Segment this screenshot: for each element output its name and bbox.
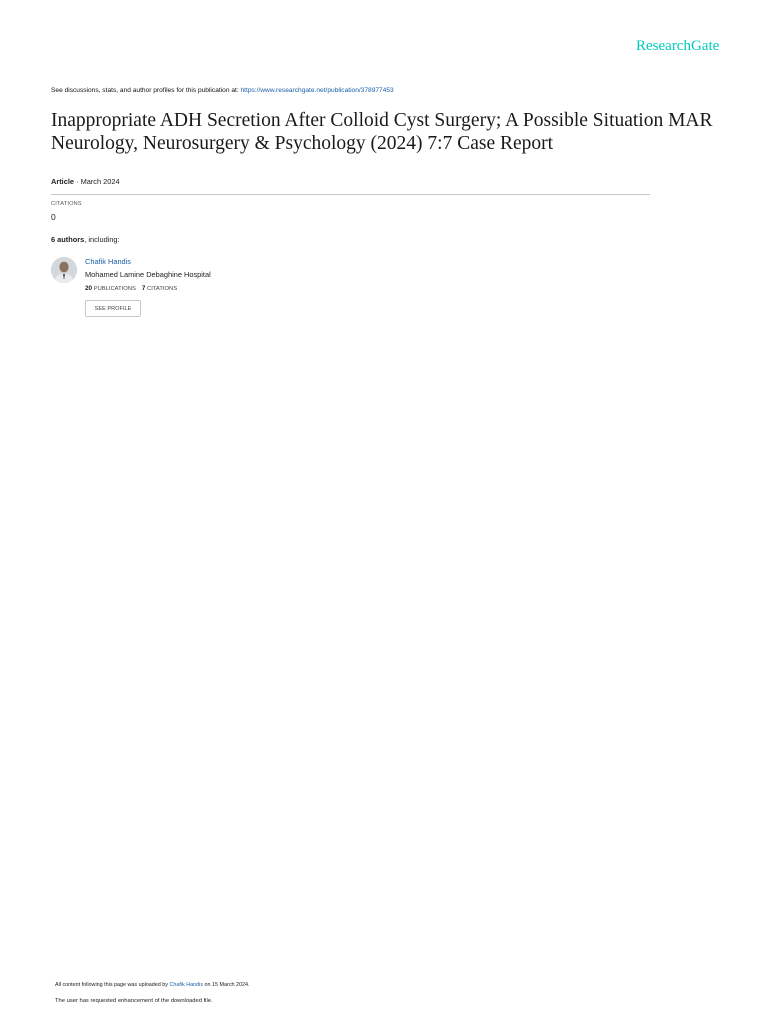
author-publications-label: PUBLICATIONS <box>93 286 136 292</box>
author-photo-icon <box>51 257 77 283</box>
publication-link[interactable]: https://www.researchgate.net/publication/378977453 <box>240 87 394 94</box>
researchgate-logo[interactable]: ResearchGate <box>636 38 720 54</box>
upload-prefix: All content following this page was uploaded by <box>55 982 170 988</box>
author-institution: Mohamed Lamine Debaghine Hospital <box>85 270 211 279</box>
publication-type: Article <box>51 177 75 186</box>
publication-date: · March 2024 <box>74 177 120 186</box>
author-name-link[interactable]: Chafik Handis <box>85 257 132 266</box>
uploader-link[interactable]: Chafik Handis <box>169 982 204 988</box>
upload-note <box>55 982 250 988</box>
discussion-text: See discussions, stats, and author profiles for this publication at: <box>51 87 241 94</box>
authors-line <box>51 235 120 244</box>
citations-label: CITATIONS <box>51 201 82 207</box>
divider <box>51 194 650 195</box>
publication-title: Inappropriate ADH Secretion After Colloid Cyst Surgery; A Possible Situation MAR Neurology, Neurosurgery & Psychology (2024) 7:7 Case Report <box>51 110 713 154</box>
authors-suffix: , including: <box>84 235 120 244</box>
author-avatar[interactable] <box>51 257 77 283</box>
enhancement-note: The user has requested enhancement of the downloaded file. <box>55 998 213 1004</box>
author-stats <box>85 285 177 292</box>
upload-suffix: on 15 March 2024. <box>203 982 250 988</box>
see-profile-button[interactable]: SEE PROFILE <box>85 300 141 317</box>
publication-meta <box>51 177 120 186</box>
citations-count: 0 <box>51 212 56 222</box>
author-publications-count: 20 <box>85 285 93 292</box>
discussion-line <box>51 87 394 94</box>
author-citations-label: CITATIONS <box>147 286 178 292</box>
authors-count: 6 authors <box>51 235 85 244</box>
author-citations-count: 7 <box>141 285 146 292</box>
